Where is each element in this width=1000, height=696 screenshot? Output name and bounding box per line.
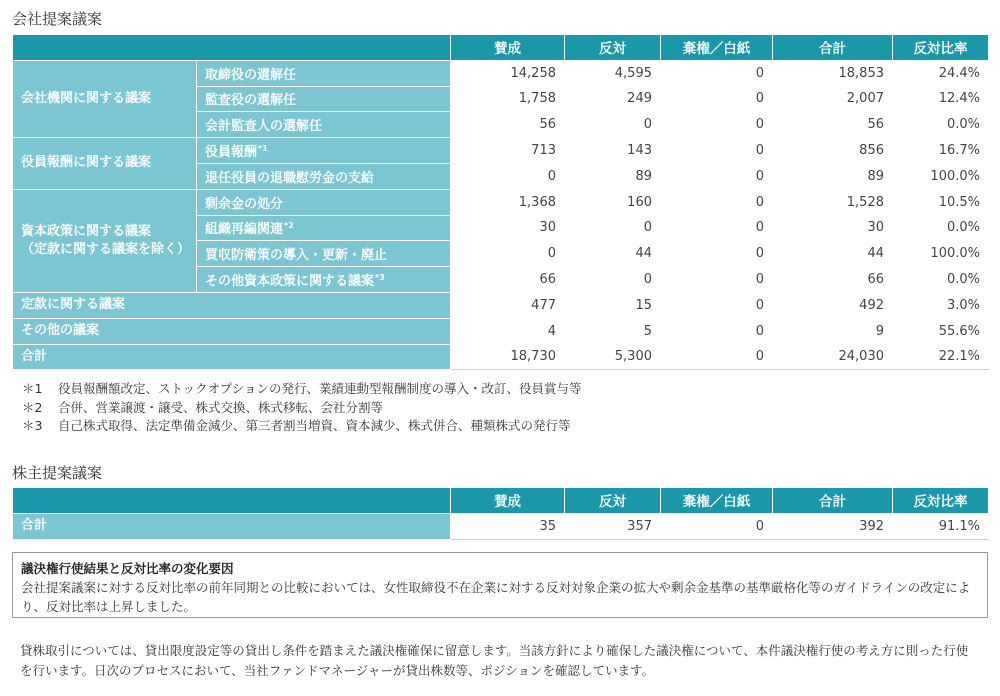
header-approve: 賛成 xyxy=(451,488,565,514)
company-table-body xyxy=(13,60,989,370)
item-label: 監査役の選解任 xyxy=(205,93,297,109)
header-total: 合計 xyxy=(773,35,893,61)
value-oppose: 5 xyxy=(565,318,661,344)
value-abstain: 0 xyxy=(661,215,773,241)
header-abstain: 棄権／白紙 xyxy=(661,35,773,61)
value-abstain: 0 xyxy=(661,60,773,86)
value-abstain: 0 xyxy=(661,112,773,138)
header-oppose: 反対 xyxy=(565,488,661,514)
item-label: 退任役員の退職慰労金の支給 xyxy=(205,170,375,186)
item-label: 剰余金の処分 xyxy=(205,196,284,212)
category-sublabel: （定款に関する議案を除く） xyxy=(21,241,191,257)
item-label: その他資本政策に関する議案 xyxy=(205,274,375,290)
item-cell xyxy=(197,189,451,215)
value-oppose: 0 xyxy=(565,267,661,293)
value-approve: 35 xyxy=(451,513,565,539)
table-row xyxy=(13,292,989,318)
value-oppose-ratio: 100.0% xyxy=(893,163,989,189)
value-oppose: 44 xyxy=(565,241,661,267)
value-abstain: 0 xyxy=(661,344,773,370)
value-oppose-ratio: 24.4% xyxy=(893,60,989,86)
item-cell xyxy=(197,163,451,189)
company-proposals-title: 会社提案議案 xyxy=(12,10,103,28)
row-label: 定款に関する議案 xyxy=(13,292,451,318)
footnote-marker: *2 xyxy=(284,221,294,231)
header-total: 合計 xyxy=(773,488,893,514)
value-oppose: 0 xyxy=(565,215,661,241)
item-cell xyxy=(197,60,451,86)
value-oppose: 89 xyxy=(565,163,661,189)
value-total: 492 xyxy=(773,292,893,318)
value-oppose-ratio: 3.0% xyxy=(893,292,989,318)
value-total: 56 xyxy=(773,112,893,138)
value-abstain: 0 xyxy=(661,189,773,215)
table-row xyxy=(13,318,989,344)
value-approve: 30 xyxy=(451,215,565,241)
value-oppose: 357 xyxy=(565,513,661,539)
value-oppose-ratio: 22.1% xyxy=(893,344,989,370)
header-abstain: 棄権／白紙 xyxy=(661,488,773,514)
value-oppose-ratio: 0.0% xyxy=(893,267,989,293)
value-total: 1,528 xyxy=(773,189,893,215)
footnote: ＊1 役員報酬額改定、ストックオプションの発行、業績連動型報酬制度の導入・改訂、役員賞与等 xyxy=(22,381,582,396)
shareholder-proposals-table xyxy=(12,487,989,540)
value-approve: 14,258 xyxy=(451,60,565,86)
header-oppose: 反対 xyxy=(565,35,661,61)
item-cell xyxy=(197,86,451,112)
value-oppose-ratio: 0.0% xyxy=(893,112,989,138)
value-oppose: 0 xyxy=(565,112,661,138)
value-approve: 4 xyxy=(451,318,565,344)
item-cell xyxy=(197,241,451,267)
value-abstain: 0 xyxy=(661,292,773,318)
value-oppose-ratio: 10.5% xyxy=(893,189,989,215)
value-oppose-ratio: 91.1% xyxy=(893,513,989,539)
item-cell xyxy=(197,267,451,293)
item-label: 組織再編関連 xyxy=(205,222,284,238)
value-oppose: 5,300 xyxy=(565,344,661,370)
value-total: 392 xyxy=(773,513,893,539)
value-oppose: 143 xyxy=(565,138,661,164)
value-total: 856 xyxy=(773,138,893,164)
item-label: 取締役の選解任 xyxy=(205,67,297,83)
value-abstain: 0 xyxy=(661,267,773,293)
value-oppose-ratio: 55.6% xyxy=(893,318,989,344)
header-blank-cell xyxy=(13,35,451,61)
change-factor-title: 議決権行使結果と反対比率の変化要因 xyxy=(21,561,234,576)
value-oppose-ratio: 16.7% xyxy=(893,138,989,164)
shareholder-proposals-title: 株主提案議案 xyxy=(12,464,103,482)
category-label: 資本政策に関する議案 xyxy=(21,223,152,239)
footnote: ＊3 自己株式取得、法定準備金減少、第三者割当増資、資本減少、株式併合、種類株式の発行等 xyxy=(22,418,571,433)
value-approve: 713 xyxy=(451,138,565,164)
change-factor-box xyxy=(12,552,988,618)
value-oppose: 160 xyxy=(565,189,661,215)
value-approve: 1,368 xyxy=(451,189,565,215)
table-row xyxy=(13,344,989,370)
footnotes xyxy=(22,380,582,436)
header-oppose-ratio: 反対比率 xyxy=(893,488,989,514)
category-cell xyxy=(13,138,197,190)
table-header-row xyxy=(13,488,989,514)
item-cell xyxy=(197,215,451,241)
change-factor-text: 会社提案議案に対する反対比率の前年同期との比較においては、女性取締役不在企業に対する反対対象企業の拡大や剰余金基準の基準厳格化等のガイドラインの改定により、反対比率は上昇しました。 xyxy=(21,580,971,614)
value-approve: 0 xyxy=(451,163,565,189)
value-approve: 18,730 xyxy=(451,344,565,370)
value-abstain: 0 xyxy=(661,138,773,164)
item-label: 買収防衛策の導入・更新・廃止 xyxy=(205,248,388,264)
footnote-marker: *3 xyxy=(375,273,385,283)
header-approve: 賛成 xyxy=(451,35,565,61)
company-proposals-table xyxy=(12,34,989,370)
category-cell xyxy=(13,60,197,137)
table-row xyxy=(13,60,989,86)
category-label: 会社機関に関する議案 xyxy=(21,90,152,106)
value-approve: 0 xyxy=(451,241,565,267)
value-approve: 1,758 xyxy=(451,86,565,112)
table-row xyxy=(13,138,989,164)
value-total: 18,853 xyxy=(773,60,893,86)
header-oppose-ratio: 反対比率 xyxy=(893,35,989,61)
value-total: 30 xyxy=(773,215,893,241)
row-label: 合計 xyxy=(13,344,451,370)
value-oppose: 249 xyxy=(565,86,661,112)
value-approve: 56 xyxy=(451,112,565,138)
footnote-marker: *1 xyxy=(258,144,268,154)
footnote: ＊2 合併、営業譲渡・譲受、株式交換、株式移転、会社分割等 xyxy=(22,399,384,415)
value-oppose: 4,595 xyxy=(565,60,661,86)
value-oppose: 15 xyxy=(565,292,661,318)
value-abstain: 0 xyxy=(661,86,773,112)
value-total: 89 xyxy=(773,163,893,189)
row-label: 合計 xyxy=(13,513,451,539)
category-label: 役員報酬に関する議案 xyxy=(21,155,152,171)
securities-lending-paragraph: 貸株取引については、貸出限度設定等の貸出し条件を踏まえた議決権確保に留意します。当該方針により確保した議決権について、本件議決権行使の考え方に則った行使を行います。日次のプロセスにおいて、当社ファンドマネージャーが貸出株数等、ポジションを確認しています。 xyxy=(20,643,969,678)
table-header-row xyxy=(13,35,989,61)
value-abstain: 0 xyxy=(661,318,773,344)
item-label: 会計監査人の選解任 xyxy=(205,119,323,135)
row-label: その他の議案 xyxy=(13,318,451,344)
value-oppose-ratio: 12.4% xyxy=(893,86,989,112)
value-abstain: 0 xyxy=(661,513,773,539)
value-oppose-ratio: 0.0% xyxy=(893,215,989,241)
table-row xyxy=(13,189,989,215)
item-cell xyxy=(197,138,451,164)
table-row xyxy=(13,513,989,539)
value-total: 44 xyxy=(773,241,893,267)
value-abstain: 0 xyxy=(661,241,773,267)
value-oppose-ratio: 100.0% xyxy=(893,241,989,267)
header-blank-cell xyxy=(13,488,451,514)
item-cell xyxy=(197,112,451,138)
value-total: 9 xyxy=(773,318,893,344)
value-total: 2,007 xyxy=(773,86,893,112)
value-approve: 66 xyxy=(451,267,565,293)
value-approve: 477 xyxy=(451,292,565,318)
category-cell xyxy=(13,189,197,292)
value-total: 66 xyxy=(773,267,893,293)
item-label: 役員報酬 xyxy=(205,145,258,161)
value-abstain: 0 xyxy=(661,163,773,189)
value-total: 24,030 xyxy=(773,344,893,370)
